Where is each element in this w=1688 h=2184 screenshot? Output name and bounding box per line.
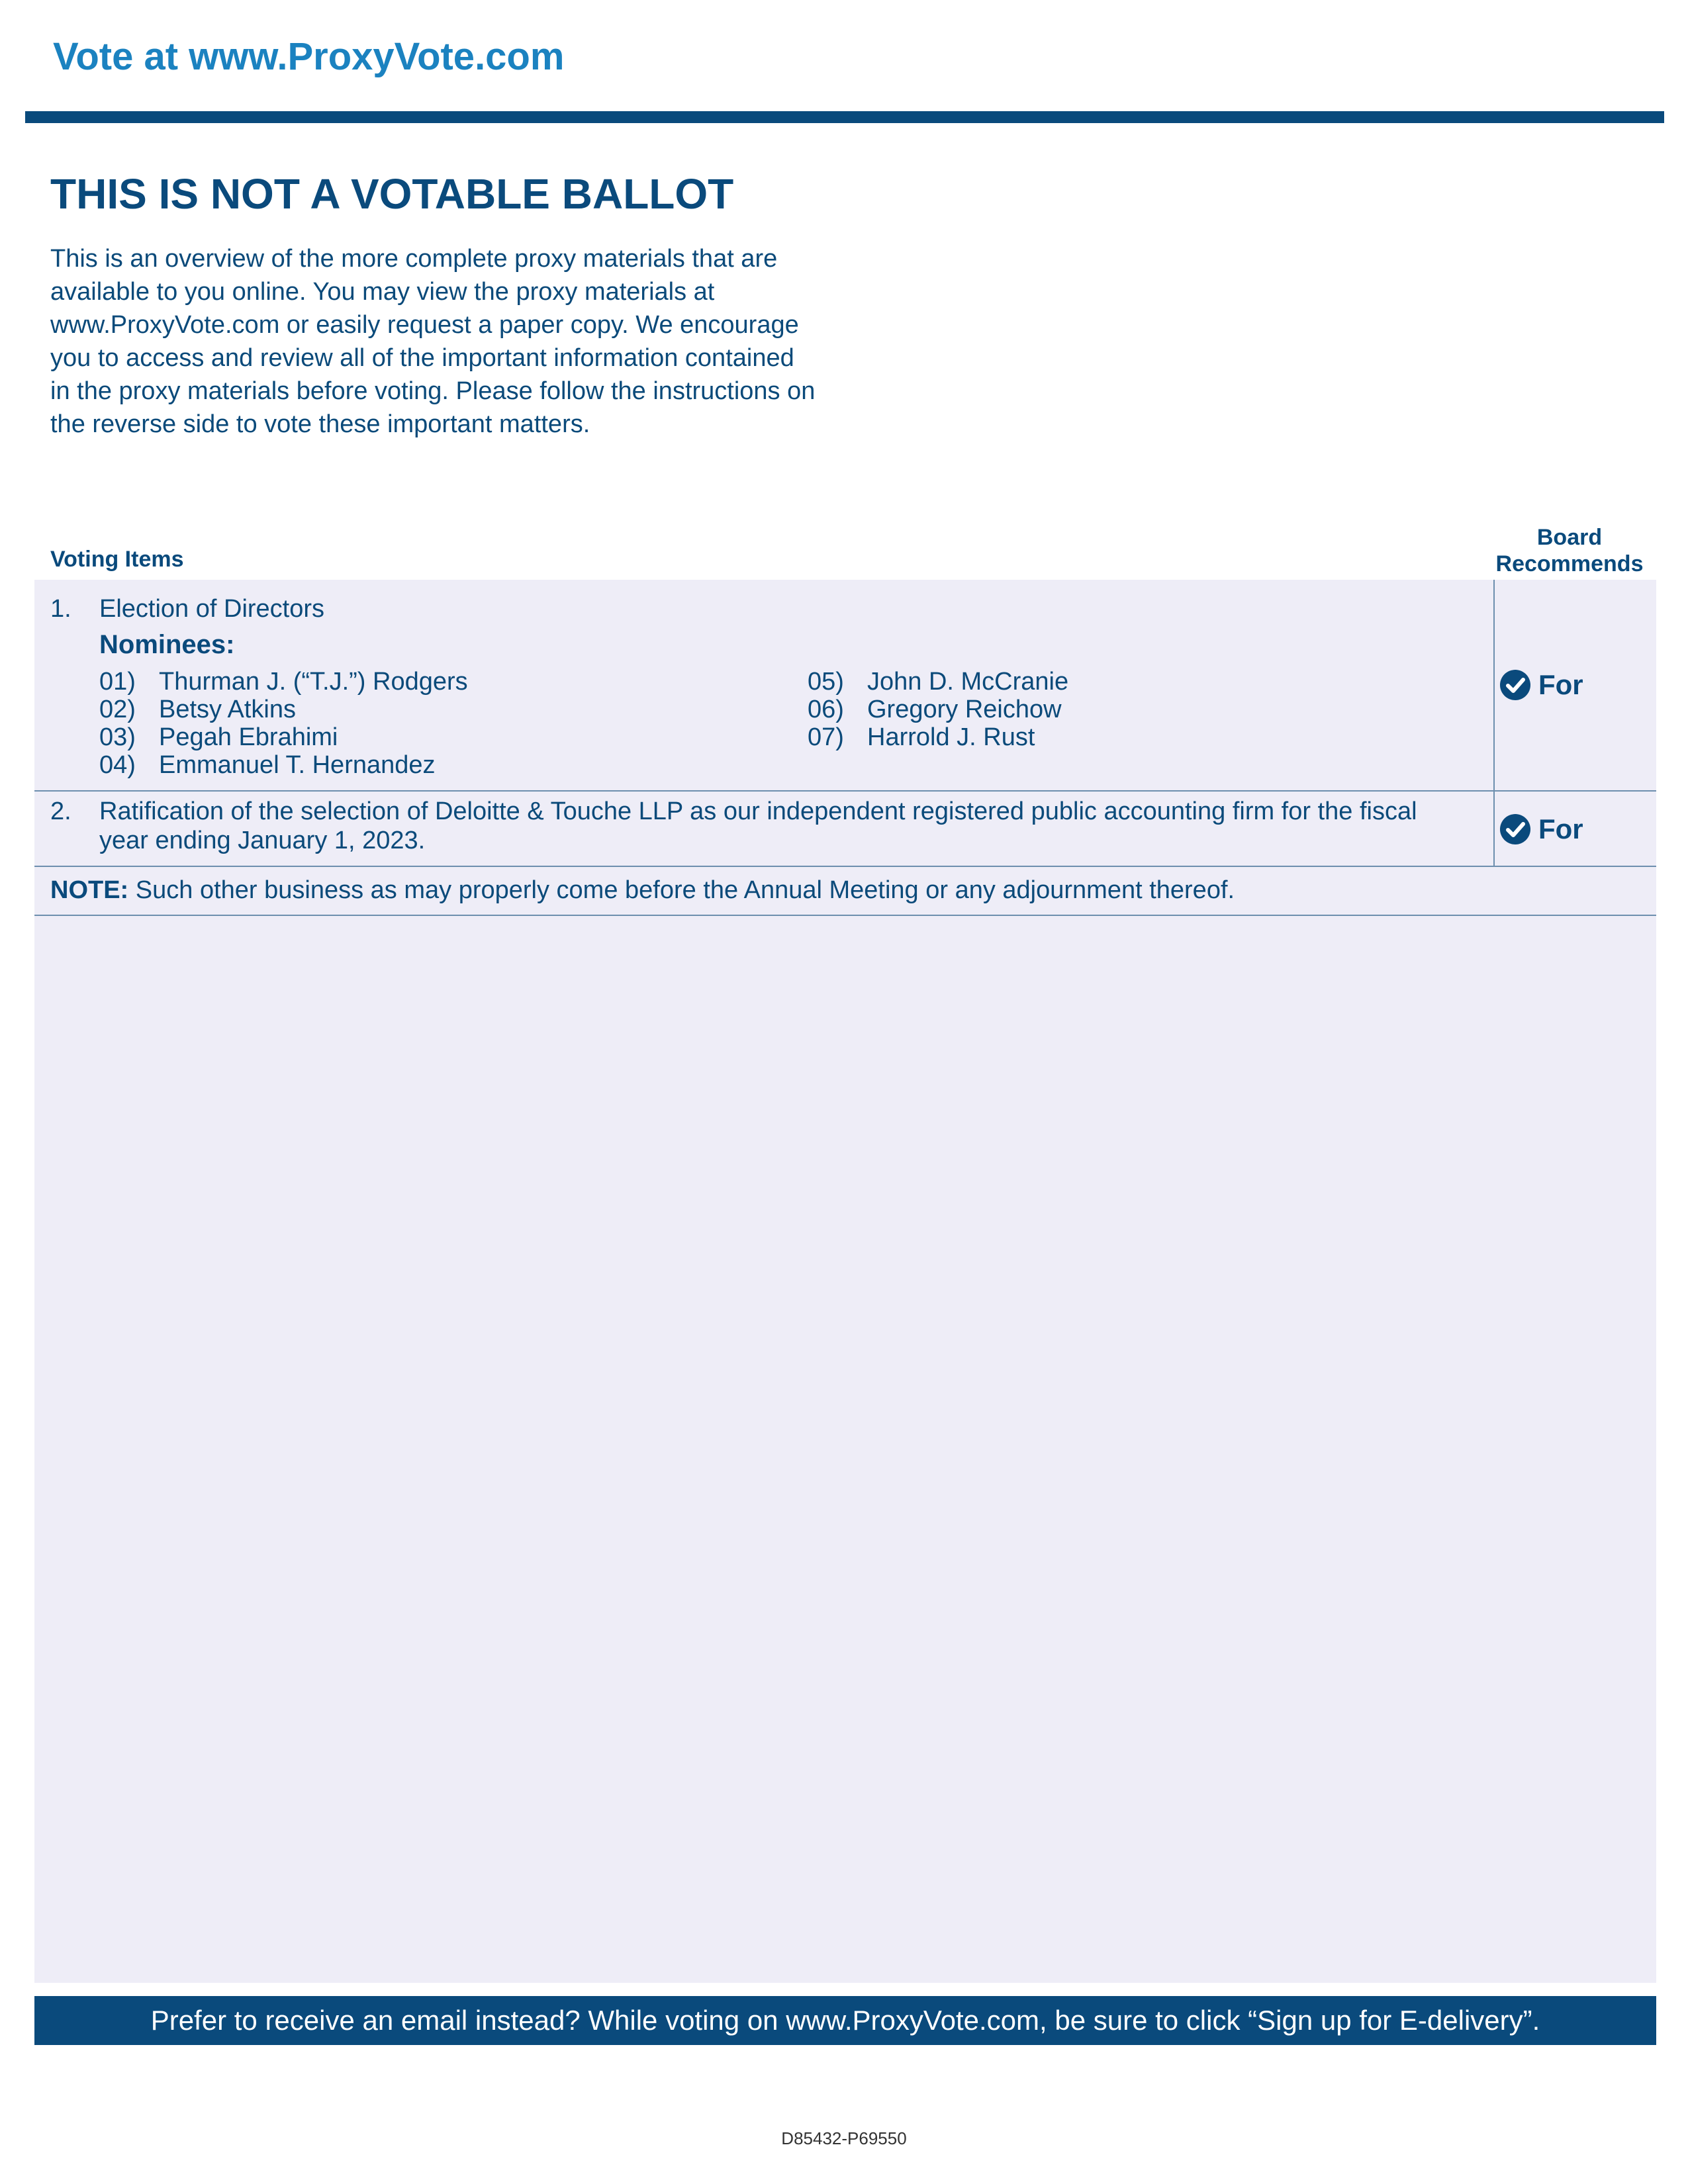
board-recommends-line1: Board <box>1536 525 1603 550</box>
e-delivery-banner: Prefer to receive an email instead? While voting on www.ProxyVote.com, be sure to click “Sign up for E-delivery”. <box>34 1996 1656 2045</box>
nominee-number: 01) <box>99 668 136 696</box>
nominee-name: John D. McCranie <box>867 668 1069 696</box>
board-recommends-line2: Recommends <box>1495 551 1644 576</box>
recommendation-label: For <box>1538 813 1583 844</box>
nominee-number: 03) <box>99 723 136 751</box>
note-label: NOTE: <box>50 876 129 904</box>
nominee-number: 05) <box>808 668 844 696</box>
top-divider <box>25 111 1664 123</box>
nominee-01 <box>99 667 468 696</box>
item-2-text-line1: Ratification of the selection of Deloitte & Touche LLP as our independent registered public accounting firm for the fiscal <box>99 797 1417 825</box>
nominee-02 <box>99 695 296 724</box>
item-1-number: 1. <box>50 595 71 623</box>
item-2-text-line2: year ending January 1, 2023. <box>99 827 426 854</box>
item-2-recommendation <box>1499 813 1583 846</box>
row-divider <box>34 915 1656 916</box>
item-1-recommendation <box>1499 668 1583 702</box>
page-title: THIS IS NOT A VOTABLE BALLOT <box>50 170 734 218</box>
nominee-name: Harrold J. Rust <box>867 723 1035 751</box>
nominees-label: Nominees: <box>99 630 235 659</box>
intro-paragraph: This is an overview of the more complete proxy materials that are available to you online. You may view the proxy materials at www.ProxyVote.com or easily request a paper copy. We encourage you to access and review all of the important information contained in the proxy materials before voting. Please follow the instructions on the reverse side to vote these important matters. <box>50 245 816 438</box>
item-1-text: Election of Directors <box>99 595 325 623</box>
nominee-06 <box>808 695 1062 724</box>
column-divider <box>1493 580 1495 867</box>
recommendation-label: For <box>1538 669 1583 700</box>
nominee-07 <box>808 723 1035 752</box>
row-divider <box>34 866 1656 867</box>
nominee-name: Gregory Reichow <box>867 696 1062 723</box>
board-recommends-header <box>1491 524 1648 577</box>
nominee-number: 06) <box>808 696 844 723</box>
note-body: Such other business as may properly come before the Annual Meeting or any adjournment thereof. <box>128 876 1235 904</box>
nominee-number: 02) <box>99 696 136 723</box>
document-code: D85432-P69550 <box>781 2128 907 2148</box>
check-circle-icon <box>1499 813 1532 846</box>
nominee-05 <box>808 667 1068 696</box>
row-divider <box>34 790 1656 792</box>
nominee-name: Betsy Atkins <box>159 696 296 723</box>
nominee-name: Emmanuel T. Hernandez <box>159 751 436 779</box>
note-text <box>50 875 1235 905</box>
vote-link-heading: Vote at www.ProxyVote.com <box>53 35 565 78</box>
nominee-name: Thurman J. (“T.J.”) Rodgers <box>159 668 468 696</box>
nominee-number: 04) <box>99 751 136 779</box>
check-circle-icon <box>1499 668 1532 702</box>
nominee-04 <box>99 751 436 780</box>
nominee-name: Pegah Ebrahimi <box>159 723 338 751</box>
voting-items-header: Voting Items <box>50 547 184 572</box>
item-2-number: 2. <box>50 797 71 825</box>
nominee-03 <box>99 723 338 752</box>
nominee-number: 07) <box>808 723 844 751</box>
